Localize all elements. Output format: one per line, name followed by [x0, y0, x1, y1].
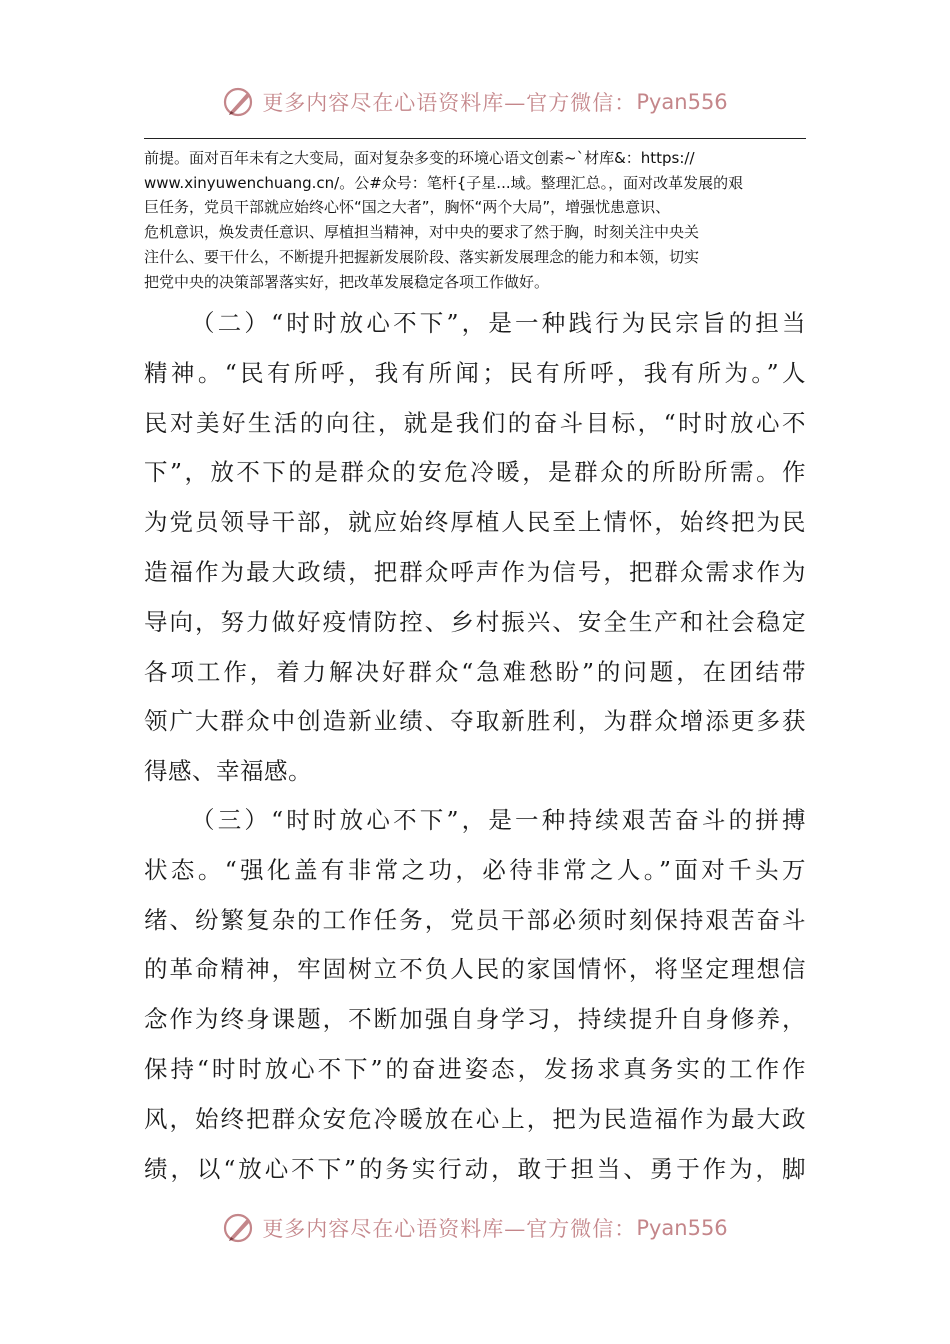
- section-three-line: 念作为终身课题，不断加强自身学习，持续提升自身修养，: [144, 1005, 806, 1034]
- footer-banner: [0, 1208, 950, 1248]
- footer-wechat-id: Pyan556: [636, 1216, 728, 1240]
- section-three-line: 的革命精神，牢固树立不负人民的家国情怀，将坚定理想信: [144, 955, 806, 984]
- section-three-paragraph: [144, 796, 806, 1194]
- intro-paragraph: [144, 146, 806, 294]
- section-two-line: 下”，放不下的是群众的安危冷暖，是群众的所盼所需。作: [144, 458, 806, 487]
- intro-line: 注什么、要干什么，不断提升把握新发展阶段、落实新发展理念的能力和本领，切实: [144, 247, 700, 266]
- section-two-line: 得感、幸福感。: [144, 757, 312, 786]
- intro-line: 巨任务，党员干部就应始终心怀“国之大者”，胸怀“两个大局”，增强忧患意识、: [144, 198, 671, 217]
- header-banner: [0, 82, 950, 122]
- pen-logo-icon: [222, 85, 256, 119]
- section-two-line: 为党员领导干部，就应始终厚植人民至上情怀，始终把为民: [144, 508, 806, 537]
- header-banner-text: 更多内容尽在心语资料库—官方微信：: [262, 91, 637, 115]
- intro-line: 把党中央的决策部署落实好，把改革发展稳定各项工作做好。: [144, 272, 550, 291]
- section-two-line: 民对美好生活的向往，就是我们的奋斗目标，“时时放心不: [144, 408, 806, 437]
- section-two-line: 精神。“民有所呼，我有所闻；民有所呼，我有所为。”人: [144, 358, 806, 387]
- section-three-line: 保持“时时放心不下”的奋进姿态，发扬求真务实的工作作: [144, 1054, 806, 1083]
- header-wechat-id: Pyan556: [636, 90, 728, 114]
- section-two-line: 各项工作，着力解决好群众“急难愁盼”的问题，在团结带: [144, 657, 806, 686]
- section-three-line: 风，始终把群众安危冷暖放在心上，把为民造福作为最大政: [144, 1104, 806, 1133]
- section-two-line: 导向，努力做好疫情防控、乡村振兴、安全生产和社会稳定: [144, 607, 806, 636]
- section-two-line: 领广大群众中创造新业绩、夺取新胜利，为群众增添更多获: [144, 707, 806, 736]
- section-two-paragraph: [144, 299, 806, 797]
- intro-line: 前提。面对百年未有之大变局，面对复杂多变的环境心语文创素~`材库&：https://: [144, 149, 695, 167]
- intro-line: 危机意识，焕发责任意识、厚植担当精神，对中央的要求了然于胸，时刻关注中央关: [144, 223, 700, 242]
- section-two-line: 造福作为最大政绩，把群众呼声作为信号，把群众需求作为: [144, 557, 806, 586]
- section-three-line: （三）“时时放心不下”，是一种持续艰苦奋斗的拼搏: [191, 806, 806, 834]
- section-three-line: 状态。“强化盖有非常之功，必待非常之人。”面对千头万: [144, 855, 806, 884]
- section-three-line: 绩，以“放心不下”的务实行动，敢于担当、勇于作为，脚: [144, 1154, 806, 1183]
- intro-line: www.xinyuwenchuang.cn/。公#众号：笔杆{子星...域。整理汇总。，面对改革发展的艰: [144, 173, 744, 192]
- footer-banner-text: 更多内容尽在心语资料库—官方微信：: [262, 1217, 637, 1241]
- section-two-line: （二）“时时放心不下”，是一种践行为民宗旨的担当: [191, 309, 806, 337]
- section-three-line: 绪、纷繁复杂的工作任务，党员干部必须时刻保持艰苦奋斗: [144, 905, 806, 934]
- pen-logo-icon: [222, 1211, 256, 1245]
- header-divider: [144, 138, 806, 139]
